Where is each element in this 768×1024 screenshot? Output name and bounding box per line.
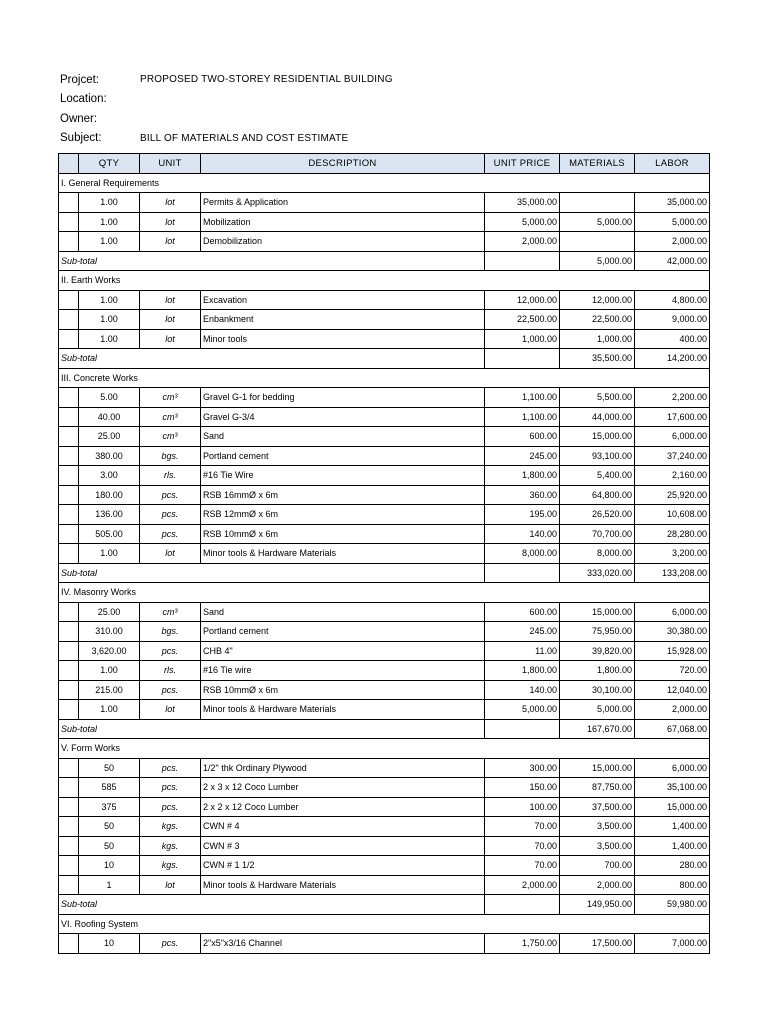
unit-price-cell: 195.00	[485, 505, 560, 525]
labor-cell: 10,608.00	[635, 505, 710, 525]
subtotal-row	[59, 349, 710, 369]
unit-cell: lot	[140, 290, 201, 310]
labor-cell: 15,928.00	[635, 641, 710, 661]
table-row	[59, 817, 710, 837]
table-row	[59, 524, 710, 544]
indent-cell	[59, 212, 79, 232]
table-row	[59, 778, 710, 798]
qty-cell: 5.00	[79, 388, 140, 408]
unit-price-cell: 150.00	[485, 778, 560, 798]
labor-cell: 2,000.00	[635, 700, 710, 720]
table-row	[59, 875, 710, 895]
unit-price-cell: 12,000.00	[485, 290, 560, 310]
indent-cell	[59, 388, 79, 408]
subtotal-row	[59, 895, 710, 915]
description-cell: RSB 16mmØ x 6m	[201, 485, 485, 505]
indent-cell	[59, 466, 79, 486]
description-cell: Sand	[201, 427, 485, 447]
materials-cell: 30,100.00	[560, 680, 635, 700]
table-row	[59, 856, 710, 876]
qty-cell: 25.00	[79, 602, 140, 622]
table-row	[59, 505, 710, 525]
table-row	[59, 836, 710, 856]
unit-price-cell: 8,000.00	[485, 544, 560, 564]
subtotal-label: Sub-total	[59, 349, 485, 369]
section-header-row	[59, 739, 710, 759]
labor-cell: 15,000.00	[635, 797, 710, 817]
unit-price-cell: 100.00	[485, 797, 560, 817]
header-value: BILL OF MATERIALS AND COST ESTIMATE	[140, 132, 349, 144]
indent-cell	[59, 524, 79, 544]
qty-cell: 1.00	[79, 193, 140, 213]
indent-cell	[59, 641, 79, 661]
unit-price-cell: 300.00	[485, 758, 560, 778]
description-cell: 2 x 3 x 12 Coco Lumber	[201, 778, 485, 798]
unit-cell: lot	[140, 329, 201, 349]
indent-cell	[59, 797, 79, 817]
unit-price-cell	[485, 895, 560, 915]
materials-cell: 87,750.00	[560, 778, 635, 798]
unit-price-cell: 70.00	[485, 856, 560, 876]
labor-cell: 35,000.00	[635, 193, 710, 213]
qty-cell: 1.00	[79, 232, 140, 252]
indent-cell	[59, 232, 79, 252]
unit-price-cell: 22,500.00	[485, 310, 560, 330]
materials-cell	[560, 232, 635, 252]
qty-cell: 1.00	[79, 310, 140, 330]
unit-cell: kgs.	[140, 836, 201, 856]
unit-price-cell: 2,000.00	[485, 875, 560, 895]
table-row	[59, 466, 710, 486]
labor-cell: 12,040.00	[635, 680, 710, 700]
materials-cell: 17,500.00	[560, 934, 635, 954]
section-header-row	[59, 271, 710, 291]
unit-price-cell	[485, 251, 560, 271]
labor-cell: 28,280.00	[635, 524, 710, 544]
header-label: Owner:	[60, 112, 98, 125]
description-cell: #16 Tie Wire	[201, 466, 485, 486]
labor-cell: 37,240.00	[635, 446, 710, 466]
section-header-row	[59, 173, 710, 193]
unit-cell: lot	[140, 310, 201, 330]
labor-cell: 2,200.00	[635, 388, 710, 408]
materials-cell: 1,000.00	[560, 329, 635, 349]
description-cell: Gravel G-3/4	[201, 407, 485, 427]
materials-cell: 15,000.00	[560, 427, 635, 447]
unit-cell: cm³	[140, 388, 201, 408]
unit-price-cell	[485, 719, 560, 739]
qty-cell: 1.00	[79, 329, 140, 349]
qty-cell: 1.00	[79, 544, 140, 564]
qty-cell: 136.00	[79, 505, 140, 525]
materials-cell: 5,500.00	[560, 388, 635, 408]
table-row	[59, 758, 710, 778]
unit-price-cell: 600.00	[485, 602, 560, 622]
description-cell: CHB 4"	[201, 641, 485, 661]
labor-cell: 2,160.00	[635, 466, 710, 486]
table-row	[59, 407, 710, 427]
description-cell: Minor tools & Hardware Materials	[201, 544, 485, 564]
labor-cell: 800.00	[635, 875, 710, 895]
materials-cell: 26,520.00	[560, 505, 635, 525]
unit-cell: cm³	[140, 407, 201, 427]
description-cell: Excavation	[201, 290, 485, 310]
column-header-qty: QTY	[79, 154, 140, 174]
subtotal-labor: 67,068.00	[635, 719, 710, 739]
labor-cell: 1,400.00	[635, 836, 710, 856]
materials-cell: 700.00	[560, 856, 635, 876]
subtotal-label: Sub-total	[59, 895, 485, 915]
indent-cell	[59, 485, 79, 505]
qty-cell: 25.00	[79, 427, 140, 447]
unit-price-cell: 140.00	[485, 680, 560, 700]
indent-cell	[59, 817, 79, 837]
column-header-unit: UNIT	[140, 154, 201, 174]
subtotal-labor: 133,208.00	[635, 563, 710, 583]
table-row	[59, 329, 710, 349]
labor-cell: 25,920.00	[635, 485, 710, 505]
unit-cell: pcs.	[140, 524, 201, 544]
unit-cell: bgs.	[140, 622, 201, 642]
subtotal-labor: 59,980.00	[635, 895, 710, 915]
description-cell: 1/2" thk Ordinary Plywood	[201, 758, 485, 778]
unit-price-cell: 11.00	[485, 641, 560, 661]
materials-cell: 1,800.00	[560, 661, 635, 681]
materials-cell: 5,000.00	[560, 700, 635, 720]
description-cell: Mobilization	[201, 212, 485, 232]
unit-cell: lot	[140, 875, 201, 895]
indent-cell	[59, 661, 79, 681]
table-row	[59, 212, 710, 232]
unit-price-cell: 1,750.00	[485, 934, 560, 954]
description-cell: Permits & Application	[201, 193, 485, 213]
labor-cell: 7,000.00	[635, 934, 710, 954]
labor-cell: 6,000.00	[635, 758, 710, 778]
table-row	[59, 797, 710, 817]
indent-cell	[59, 778, 79, 798]
unit-price-cell: 1,800.00	[485, 661, 560, 681]
labor-cell: 3,200.00	[635, 544, 710, 564]
description-cell: RSB 10mmØ x 6m	[201, 524, 485, 544]
table-row	[59, 622, 710, 642]
table-header-row	[59, 154, 710, 174]
description-cell: Enbankment	[201, 310, 485, 330]
qty-cell: 10	[79, 856, 140, 876]
unit-cell: bgs.	[140, 446, 201, 466]
subtotal-materials: 167,670.00	[560, 719, 635, 739]
qty-cell: 1	[79, 875, 140, 895]
unit-cell: lot	[140, 700, 201, 720]
unit-price-cell: 1,800.00	[485, 466, 560, 486]
materials-cell: 12,000.00	[560, 290, 635, 310]
qty-cell: 1.00	[79, 700, 140, 720]
materials-cell	[560, 193, 635, 213]
section-header-row	[59, 583, 710, 603]
column-header-materials: MATERIALS	[560, 154, 635, 174]
qty-cell: 380.00	[79, 446, 140, 466]
column-header-description: DESCRIPTION	[201, 154, 485, 174]
qty-cell: 375	[79, 797, 140, 817]
indent-cell	[59, 934, 79, 954]
description-cell: Minor tools & Hardware Materials	[201, 875, 485, 895]
materials-cell: 37,500.00	[560, 797, 635, 817]
description-cell: Sand	[201, 602, 485, 622]
description-cell: 2 x 2 x 12 Coco Lumber	[201, 797, 485, 817]
subtotal-materials: 5,000.00	[560, 251, 635, 271]
materials-cell: 2,000.00	[560, 875, 635, 895]
table-row	[59, 485, 710, 505]
subtotal-row	[59, 563, 710, 583]
indent-cell	[59, 193, 79, 213]
unit-cell: pcs.	[140, 680, 201, 700]
unit-cell: pcs.	[140, 797, 201, 817]
unit-cell: rls.	[140, 661, 201, 681]
indent-cell	[59, 700, 79, 720]
unit-price-cell: 70.00	[485, 836, 560, 856]
description-cell: Portland cement	[201, 446, 485, 466]
header-label: Projcet:	[60, 73, 99, 86]
subtotal-row	[59, 251, 710, 271]
unit-price-cell: 140.00	[485, 524, 560, 544]
unit-cell: pcs.	[140, 758, 201, 778]
header-value: PROPOSED TWO-STOREY RESIDENTIAL BUILDING	[140, 74, 393, 86]
materials-cell: 3,500.00	[560, 836, 635, 856]
unit-price-cell: 5,000.00	[485, 700, 560, 720]
unit-price-cell: 600.00	[485, 427, 560, 447]
labor-cell: 720.00	[635, 661, 710, 681]
unit-cell: lot	[140, 544, 201, 564]
qty-cell: 10	[79, 934, 140, 954]
unit-cell: pcs.	[140, 778, 201, 798]
subtotal-label: Sub-total	[59, 719, 485, 739]
qty-cell: 215.00	[79, 680, 140, 700]
description-cell: #16 Tie wire	[201, 661, 485, 681]
table-row	[59, 544, 710, 564]
description-cell: CWN # 1 1/2	[201, 856, 485, 876]
qty-cell: 3.00	[79, 466, 140, 486]
description-cell: Demobilization	[201, 232, 485, 252]
table-row	[59, 290, 710, 310]
qty-cell: 310.00	[79, 622, 140, 642]
qty-cell: 3,620.00	[79, 641, 140, 661]
header-label: Location:	[60, 93, 107, 106]
unit-cell: kgs.	[140, 817, 201, 837]
column-header-blank	[59, 154, 79, 174]
section-title: III. Concrete Works	[59, 368, 710, 388]
indent-cell	[59, 875, 79, 895]
labor-cell: 4,800.00	[635, 290, 710, 310]
labor-cell: 35,100.00	[635, 778, 710, 798]
section-header-row	[59, 368, 710, 388]
section-header-row	[59, 914, 710, 934]
description-cell: Minor tools	[201, 329, 485, 349]
materials-cell: 5,000.00	[560, 212, 635, 232]
section-title: IV. Masonry Works	[59, 583, 710, 603]
unit-price-cell: 1,000.00	[485, 329, 560, 349]
header-location-row	[60, 90, 393, 110]
materials-cell: 93,100.00	[560, 446, 635, 466]
indent-cell	[59, 856, 79, 876]
indent-cell	[59, 680, 79, 700]
subtotal-row	[59, 719, 710, 739]
unit-cell: pcs.	[140, 641, 201, 661]
materials-cell: 44,000.00	[560, 407, 635, 427]
unit-price-cell: 5,000.00	[485, 212, 560, 232]
section-title: VI. Roofing System	[59, 914, 710, 934]
unit-price-cell: 360.00	[485, 485, 560, 505]
header-owner-row	[60, 109, 393, 129]
column-header-unit-price: UNIT PRICE	[485, 154, 560, 174]
qty-cell: 1.00	[79, 212, 140, 232]
materials-cell: 70,700.00	[560, 524, 635, 544]
qty-cell: 1.00	[79, 290, 140, 310]
labor-cell: 400.00	[635, 329, 710, 349]
table-row	[59, 232, 710, 252]
qty-cell: 585	[79, 778, 140, 798]
table-row	[59, 700, 710, 720]
table-row	[59, 446, 710, 466]
indent-cell	[59, 758, 79, 778]
header-subject-row	[60, 129, 393, 149]
qty-cell: 180.00	[79, 485, 140, 505]
indent-cell	[59, 446, 79, 466]
unit-price-cell: 1,100.00	[485, 388, 560, 408]
materials-cell: 15,000.00	[560, 602, 635, 622]
description-cell: CWN # 4	[201, 817, 485, 837]
unit-cell: lot	[140, 232, 201, 252]
header-project-row	[60, 70, 393, 90]
description-cell: Gravel G-1 for bedding	[201, 388, 485, 408]
indent-cell	[59, 427, 79, 447]
table-row	[59, 641, 710, 661]
labor-cell: 280.00	[635, 856, 710, 876]
labor-cell: 30,380.00	[635, 622, 710, 642]
unit-price-cell: 245.00	[485, 622, 560, 642]
indent-cell	[59, 836, 79, 856]
indent-cell	[59, 544, 79, 564]
unit-price-cell: 1,100.00	[485, 407, 560, 427]
materials-cell: 5,400.00	[560, 466, 635, 486]
unit-cell: pcs.	[140, 505, 201, 525]
unit-cell: lot	[140, 193, 201, 213]
qty-cell: 50	[79, 836, 140, 856]
column-header-labor: LABOR	[635, 154, 710, 174]
unit-cell: cm³	[140, 602, 201, 622]
indent-cell	[59, 329, 79, 349]
table-row	[59, 680, 710, 700]
description-cell: Portland cement	[201, 622, 485, 642]
subtotal-labor: 42,000.00	[635, 251, 710, 271]
unit-cell: pcs.	[140, 485, 201, 505]
indent-cell	[59, 602, 79, 622]
description-cell: RSB 10mmØ x 6m	[201, 680, 485, 700]
materials-cell: 64,800.00	[560, 485, 635, 505]
qty-cell: 40.00	[79, 407, 140, 427]
section-title: V. Form Works	[59, 739, 710, 759]
materials-cell: 3,500.00	[560, 817, 635, 837]
indent-cell	[59, 505, 79, 525]
unit-cell: pcs.	[140, 934, 201, 954]
labor-cell: 1,400.00	[635, 817, 710, 837]
unit-price-cell: 70.00	[485, 817, 560, 837]
description-cell: CWN # 3	[201, 836, 485, 856]
table-row	[59, 310, 710, 330]
table-row	[59, 661, 710, 681]
subtotal-materials: 35,500.00	[560, 349, 635, 369]
section-title: I. General Requirements	[59, 173, 710, 193]
qty-cell: 1.00	[79, 661, 140, 681]
qty-cell: 50	[79, 817, 140, 837]
table-body	[59, 173, 710, 953]
description-cell: RSB 12mmØ x 6m	[201, 505, 485, 525]
bill-of-materials-table	[58, 153, 710, 954]
materials-cell: 15,000.00	[560, 758, 635, 778]
labor-cell: 5,000.00	[635, 212, 710, 232]
qty-cell: 505.00	[79, 524, 140, 544]
unit-price-cell: 2,000.00	[485, 232, 560, 252]
unit-cell: lot	[140, 212, 201, 232]
labor-cell: 6,000.00	[635, 602, 710, 622]
unit-cell: cm³	[140, 427, 201, 447]
subtotal-label: Sub-total	[59, 251, 485, 271]
subtotal-materials: 333,020.00	[560, 563, 635, 583]
labor-cell: 2,000.00	[635, 232, 710, 252]
materials-cell: 22,500.00	[560, 310, 635, 330]
labor-cell: 6,000.00	[635, 427, 710, 447]
document-header	[60, 70, 393, 148]
unit-price-cell: 35,000.00	[485, 193, 560, 213]
header-label: Subject:	[60, 132, 102, 145]
table-row	[59, 193, 710, 213]
subtotal-label: Sub-total	[59, 563, 485, 583]
section-title: II. Earth Works	[59, 271, 710, 291]
table-row	[59, 427, 710, 447]
table-row	[59, 602, 710, 622]
qty-cell: 50	[79, 758, 140, 778]
description-cell: Minor tools & Hardware Materials	[201, 700, 485, 720]
indent-cell	[59, 310, 79, 330]
indent-cell	[59, 622, 79, 642]
labor-cell: 17,600.00	[635, 407, 710, 427]
table-row	[59, 388, 710, 408]
table-row	[59, 934, 710, 954]
indent-cell	[59, 407, 79, 427]
subtotal-labor: 14,200.00	[635, 349, 710, 369]
materials-cell: 39,820.00	[560, 641, 635, 661]
description-cell: 2"x5"x3/16 Channel	[201, 934, 485, 954]
subtotal-materials: 149,950.00	[560, 895, 635, 915]
materials-cell: 8,000.00	[560, 544, 635, 564]
unit-price-cell	[485, 349, 560, 369]
unit-cell: rls.	[140, 466, 201, 486]
labor-cell: 9,000.00	[635, 310, 710, 330]
unit-price-cell	[485, 563, 560, 583]
materials-cell: 75,950.00	[560, 622, 635, 642]
unit-price-cell: 245.00	[485, 446, 560, 466]
indent-cell	[59, 290, 79, 310]
unit-cell: kgs.	[140, 856, 201, 876]
